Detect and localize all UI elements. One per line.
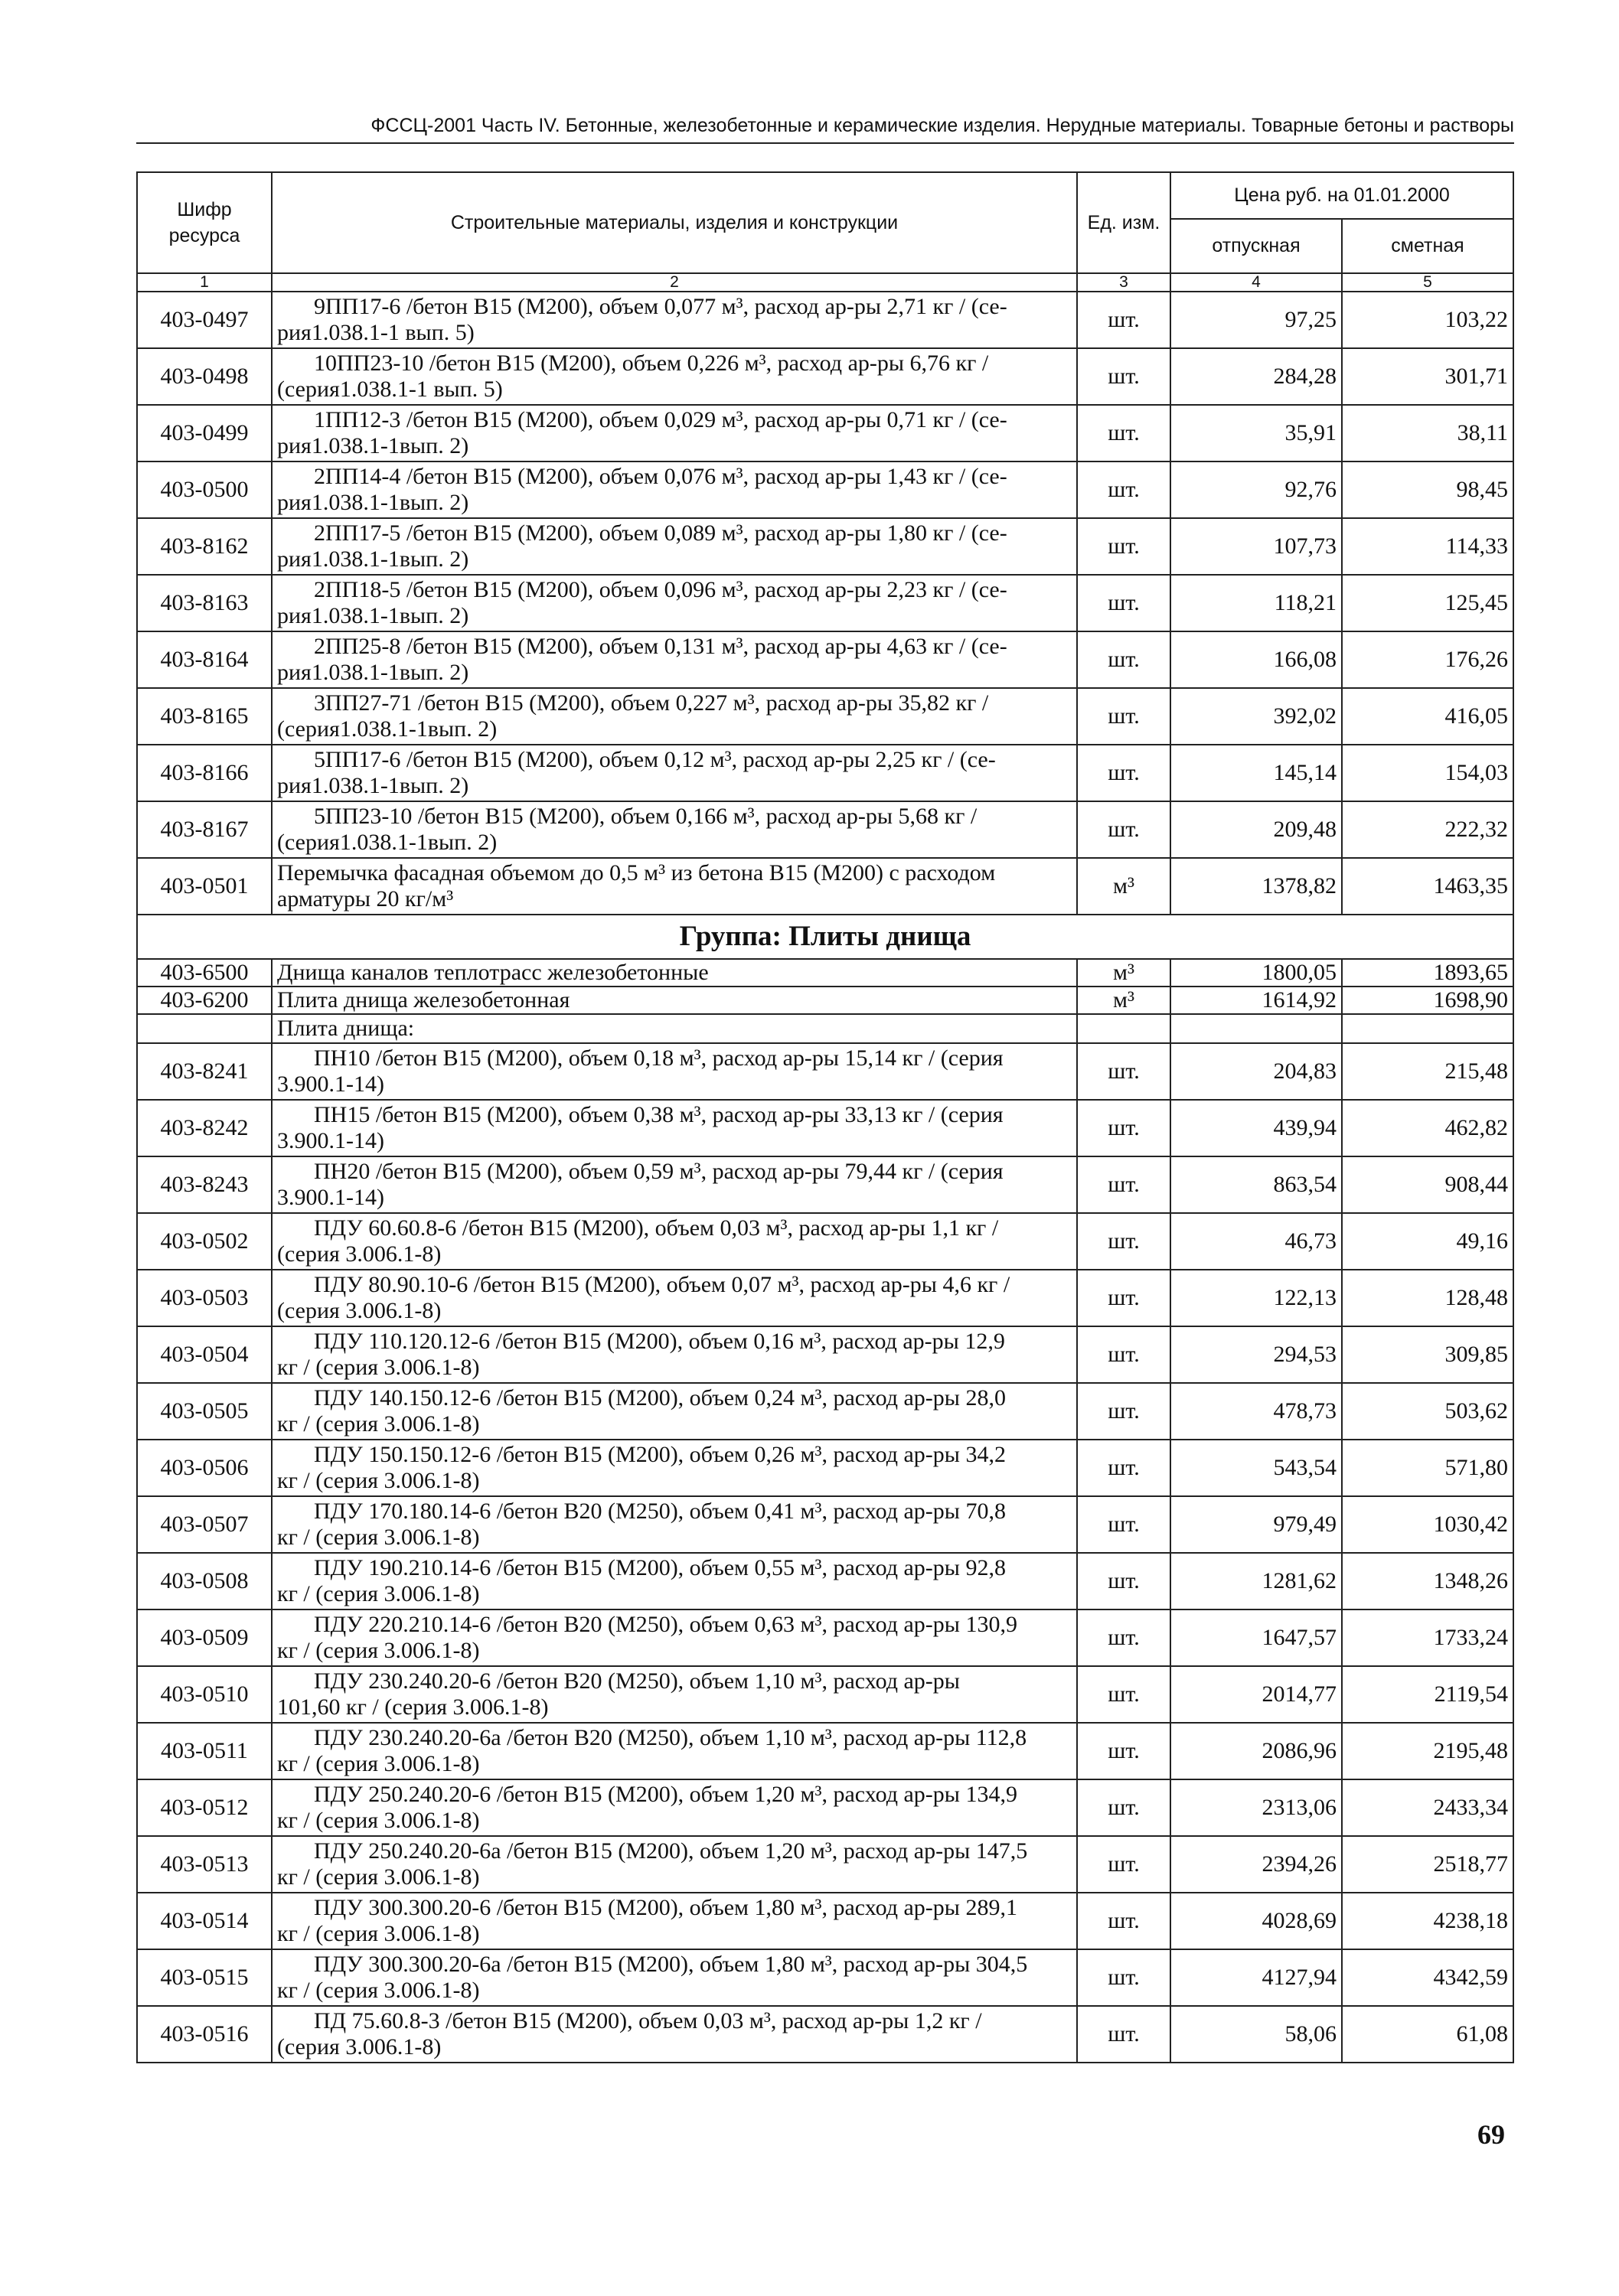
estimate-price: 1893,65 xyxy=(1342,959,1513,987)
description-line: рия1.038.1-1вып. 2) xyxy=(277,546,469,572)
resource-code: 403-0509 xyxy=(137,1609,272,1666)
release-price: 284,28 xyxy=(1170,348,1342,405)
item-description xyxy=(272,292,1077,348)
column-header-price-group: Цена руб. на 01.01.2000 xyxy=(1170,172,1513,219)
release-price: 439,94 xyxy=(1170,1100,1342,1156)
resource-code: 403-0516 xyxy=(137,2006,272,2063)
estimate-price: 98,45 xyxy=(1342,461,1513,518)
unit-cell: шт. xyxy=(1077,575,1170,631)
description-line: 3.900.1-14) xyxy=(277,1128,384,1153)
unit-cell: шт. xyxy=(1077,405,1170,461)
description-line: кг / (серия 3.006.1-8) xyxy=(277,1525,480,1550)
description-line: ПДУ 300.300.20-6а /бетон В15 (М200), объем 1,80 м³, расход ар-ры 304,5 xyxy=(314,1952,1028,1977)
column-number: 2 xyxy=(272,273,1077,292)
resource-code: 403-8241 xyxy=(137,1043,272,1100)
description-line: ПДУ 80.90.10-6 /бетон В15 (М200), объем 0,07 м³, расход ар-ры 4,6 кг / xyxy=(314,1272,1010,1297)
release-price: 392,02 xyxy=(1170,688,1342,745)
resource-code: 403-6500 xyxy=(137,959,272,987)
resource-code: 403-0511 xyxy=(137,1723,272,1779)
release-price: 204,83 xyxy=(1170,1043,1342,1100)
unit-cell: шт. xyxy=(1077,1949,1170,2006)
unit-cell: шт. xyxy=(1077,1270,1170,1326)
item-description xyxy=(272,1779,1077,1836)
table-row xyxy=(137,348,1513,405)
unit-cell: шт. xyxy=(1077,1100,1170,1156)
estimate-price: 4238,18 xyxy=(1342,1893,1513,1949)
item-description xyxy=(272,1666,1077,1723)
release-price: 166,08 xyxy=(1170,631,1342,688)
estimate-price: 571,80 xyxy=(1342,1440,1513,1496)
empty-release-cell xyxy=(1170,1014,1342,1043)
resource-code: 403-0510 xyxy=(137,1666,272,1723)
resource-code: 403-8166 xyxy=(137,745,272,801)
description-line: (серия 3.006.1-8) xyxy=(277,2034,442,2060)
item-description xyxy=(272,1270,1077,1326)
description-line: арматуры 20 кг/м³ xyxy=(277,886,454,912)
subheading-label: Плита днища: xyxy=(272,1014,1077,1043)
column-header-name: Строительные материалы, изделия и конструкции xyxy=(272,172,1077,273)
resource-code: 403-0500 xyxy=(137,461,272,518)
table-row xyxy=(137,292,1513,348)
item-description: Плита днища железобетонная xyxy=(272,987,1077,1014)
column-number: 5 xyxy=(1342,273,1513,292)
unit-cell: шт. xyxy=(1077,1440,1170,1496)
resource-code: 403-6200 xyxy=(137,987,272,1014)
table-row xyxy=(137,1326,1513,1383)
unit-cell: шт. xyxy=(1077,1043,1170,1100)
estimate-price: 301,71 xyxy=(1342,348,1513,405)
table-row xyxy=(137,1383,1513,1440)
item-description xyxy=(272,1156,1077,1213)
description-line: рия1.038.1-1вып. 2) xyxy=(277,433,469,458)
table-row xyxy=(137,631,1513,688)
estimate-price: 1463,35 xyxy=(1342,858,1513,915)
description-line: ПДУ 300.300.20-6 /бетон В15 (М200), объем 1,80 м³, расход ар-ры 289,1 xyxy=(314,1895,1017,1920)
description-line: ПН10 /бетон В15 (М200), объем 0,18 м³, расход ар-ры 15,14 кг / (серия xyxy=(314,1045,1004,1071)
release-price: 92,76 xyxy=(1170,461,1342,518)
resource-code: 403-0513 xyxy=(137,1836,272,1893)
item-description xyxy=(272,801,1077,858)
column-header-estimate-price: сметная xyxy=(1342,219,1513,273)
description-line: Перемычка фасадная объемом до 0,5 м³ из бетона В15 (М200) с расходом xyxy=(277,860,996,885)
resource-code: 403-0514 xyxy=(137,1893,272,1949)
description-line: 2ПП14-4 /бетон В15 (М200), объем 0,076 м³, расход ар-ры 1,43 кг / (се- xyxy=(314,464,1007,489)
release-price: 2014,77 xyxy=(1170,1666,1342,1723)
release-price: 118,21 xyxy=(1170,575,1342,631)
item-description xyxy=(272,1723,1077,1779)
unit-cell: м³ xyxy=(1077,959,1170,987)
estimate-price: 1698,90 xyxy=(1342,987,1513,1014)
description-line: ПДУ 190.210.14-6 /бетон В15 (М200), объем 0,55 м³, расход ар-ры 92,8 xyxy=(314,1555,1006,1580)
release-price: 543,54 xyxy=(1170,1440,1342,1496)
unit-cell: шт. xyxy=(1077,1666,1170,1723)
resource-code: 403-0499 xyxy=(137,405,272,461)
resource-code: 403-0507 xyxy=(137,1496,272,1553)
column-header-code: Шифр ресурса xyxy=(137,172,272,273)
item-description xyxy=(272,1609,1077,1666)
table-row xyxy=(137,1723,1513,1779)
empty-unit-cell xyxy=(1077,1014,1170,1043)
description-line: 2ПП18-5 /бетон В15 (М200), объем 0,096 м³, расход ар-ры 2,23 кг / (се- xyxy=(314,577,1007,602)
release-price: 1614,92 xyxy=(1170,987,1342,1014)
release-price: 979,49 xyxy=(1170,1496,1342,1553)
unit-cell: шт. xyxy=(1077,348,1170,405)
resource-code: 403-0508 xyxy=(137,1553,272,1609)
resource-code: 403-0503 xyxy=(137,1270,272,1326)
release-price: 209,48 xyxy=(1170,801,1342,858)
description-line: кг / (серия 3.006.1-8) xyxy=(277,1411,480,1437)
table-row xyxy=(137,2006,1513,2063)
resource-code: 403-8165 xyxy=(137,688,272,745)
description-line: кг / (серия 3.006.1-8) xyxy=(277,1921,480,1946)
description-line: (серия1.038.1-1вып. 2) xyxy=(277,830,498,855)
column-header-release-price: отпускная xyxy=(1170,219,1342,273)
description-line: 2ПП17-5 /бетон В15 (М200), объем 0,089 м³, расход ар-ры 1,80 кг / (се- xyxy=(314,520,1007,546)
description-line: кг / (серия 3.006.1-8) xyxy=(277,1638,480,1663)
estimate-price: 309,85 xyxy=(1342,1326,1513,1383)
description-line: 101,60 кг / (серия 3.006.1-8) xyxy=(277,1694,549,1720)
description-line: 5ПП23-10 /бетон В15 (М200), объем 0,166 м³, расход ар-ры 5,68 кг / xyxy=(314,804,978,829)
estimate-price: 2119,54 xyxy=(1342,1666,1513,1723)
estimate-price: 1348,26 xyxy=(1342,1553,1513,1609)
resource-code: 403-8167 xyxy=(137,801,272,858)
column-number: 3 xyxy=(1077,273,1170,292)
release-price: 2313,06 xyxy=(1170,1779,1342,1836)
table-row xyxy=(137,1270,1513,1326)
table-row xyxy=(137,461,1513,518)
column-header-unit: Ед. изм. xyxy=(1077,172,1170,273)
release-price: 58,06 xyxy=(1170,2006,1342,2063)
item-description xyxy=(272,1553,1077,1609)
resource-code: 403-8163 xyxy=(137,575,272,631)
release-price: 46,73 xyxy=(1170,1213,1342,1270)
page-number: 69 xyxy=(1477,2119,1505,2150)
release-price: 1800,05 xyxy=(1170,959,1342,987)
table-row xyxy=(137,1043,1513,1100)
description-line: ПДУ 110.120.12-6 /бетон В15 (М200), объем 0,16 м³, расход ар-ры 12,9 xyxy=(314,1329,1005,1354)
description-line: рия1.038.1-1вып. 2) xyxy=(277,773,469,798)
estimate-price: 61,08 xyxy=(1342,2006,1513,2063)
running-header: ФССЦ-2001 Часть IV. Бетонные, железобетонные и керамические изделия. Нерудные материалы. Товарные бетоны и растворы xyxy=(136,112,1514,144)
description-line: кг / (серия 3.006.1-8) xyxy=(277,1808,480,1833)
item-description xyxy=(272,1949,1077,2006)
description-line: (серия 3.006.1-8) xyxy=(277,1241,442,1267)
resource-code: 403-0501 xyxy=(137,858,272,915)
table-row xyxy=(137,575,1513,631)
estimate-price: 38,11 xyxy=(1342,405,1513,461)
release-price: 122,13 xyxy=(1170,1270,1342,1326)
estimate-price: 128,48 xyxy=(1342,1270,1513,1326)
description-line: 3ПП27-71 /бетон В15 (М200), объем 0,227 м³, расход ар-ры 35,82 кг / xyxy=(314,690,989,716)
estimate-price: 2195,48 xyxy=(1342,1723,1513,1779)
column-number: 1 xyxy=(137,273,272,292)
item-description xyxy=(272,631,1077,688)
description-line: кг / (серия 3.006.1-8) xyxy=(277,1864,480,1890)
item-description xyxy=(272,1213,1077,1270)
estimate-price: 416,05 xyxy=(1342,688,1513,745)
description-line: ПДУ 150.150.12-6 /бетон В15 (М200), объем 0,26 м³, расход ар-ры 34,2 xyxy=(314,1442,1006,1467)
item-description xyxy=(272,745,1077,801)
resource-code: 403-0498 xyxy=(137,348,272,405)
description-line: кг / (серия 3.006.1-8) xyxy=(277,1751,480,1776)
item-description xyxy=(272,1440,1077,1496)
table-row xyxy=(137,1666,1513,1723)
release-price: 1281,62 xyxy=(1170,1553,1342,1609)
description-line: рия1.038.1-1вып. 2) xyxy=(277,603,469,628)
item-description xyxy=(272,1326,1077,1383)
release-price: 863,54 xyxy=(1170,1156,1342,1213)
item-description xyxy=(272,1893,1077,1949)
group-title: Группа: Плиты днища xyxy=(137,915,1513,959)
table-header-row xyxy=(137,172,1513,219)
estimate-price: 215,48 xyxy=(1342,1043,1513,1100)
description-line: ПДУ 170.180.14-6 /бетон В20 (М250), объем 0,41 м³, расход ар-ры 70,8 xyxy=(314,1499,1006,1524)
item-description xyxy=(272,858,1077,915)
description-line: ПДУ 230.240.20-6а /бетон В20 (М250), объем 1,10 м³, расход ар-ры 112,8 xyxy=(314,1725,1027,1750)
resource-code: 403-0505 xyxy=(137,1383,272,1440)
unit-cell: шт. xyxy=(1077,745,1170,801)
release-price: 294,53 xyxy=(1170,1326,1342,1383)
table-row xyxy=(137,1440,1513,1496)
description-line: ПДУ 250.240.20-6 /бетон В15 (М200), объем 1,20 м³, расход ар-ры 134,9 xyxy=(314,1782,1017,1807)
unit-cell: шт. xyxy=(1077,1383,1170,1440)
table-row xyxy=(137,1156,1513,1213)
description-line: 3.900.1-14) xyxy=(277,1071,384,1097)
description-line: ПД 75.60.8-3 /бетон В15 (М200), объем 0,03 м³, расход ар-ры 1,2 кг / xyxy=(314,2008,982,2033)
table-row xyxy=(137,1779,1513,1836)
estimate-price: 908,44 xyxy=(1342,1156,1513,1213)
description-line: кг / (серия 3.006.1-8) xyxy=(277,1355,480,1380)
unit-cell: шт. xyxy=(1077,1213,1170,1270)
description-line: кг / (серия 3.006.1-8) xyxy=(277,1978,480,2003)
unit-cell: шт. xyxy=(1077,1836,1170,1893)
unit-cell: м³ xyxy=(1077,858,1170,915)
item-description xyxy=(272,1043,1077,1100)
release-price: 97,25 xyxy=(1170,292,1342,348)
column-number-row xyxy=(137,273,1513,292)
table-row xyxy=(137,1609,1513,1666)
description-line: рия1.038.1-1вып. 2) xyxy=(277,490,469,515)
unit-cell: шт. xyxy=(1077,1326,1170,1383)
unit-cell: м³ xyxy=(1077,987,1170,1014)
description-line: рия1.038.1-1вып. 2) xyxy=(277,660,469,685)
description-line: ПДУ 230.240.20-6 /бетон В20 (М250), объем 1,10 м³, расход ар-ры xyxy=(314,1668,960,1694)
estimate-price: 4342,59 xyxy=(1342,1949,1513,2006)
description-line: 5ПП17-6 /бетон В15 (М200), объем 0,12 м³, расход ар-ры 2,25 кг / (се- xyxy=(314,747,996,772)
description-line: ПДУ 220.210.14-6 /бетон В20 (М250), объем 0,63 м³, расход ар-ры 130,9 xyxy=(314,1612,1017,1637)
description-line: (серия1.038.1-1вып. 2) xyxy=(277,716,498,742)
resource-code: 403-8243 xyxy=(137,1156,272,1213)
estimate-price: 154,03 xyxy=(1342,745,1513,801)
table-row xyxy=(137,801,1513,858)
unit-cell: шт. xyxy=(1077,461,1170,518)
column-number: 4 xyxy=(1170,273,1342,292)
unit-cell: шт. xyxy=(1077,1609,1170,1666)
description-line: 1ПП12-3 /бетон В15 (М200), объем 0,029 м³, расход ар-ры 0,71 кг / (се- xyxy=(314,407,1007,432)
unit-cell: шт. xyxy=(1077,518,1170,575)
unit-cell: шт. xyxy=(1077,801,1170,858)
subheading-row xyxy=(137,1014,1513,1043)
estimate-price: 503,62 xyxy=(1342,1383,1513,1440)
resource-code: 403-0506 xyxy=(137,1440,272,1496)
description-line: 9ПП17-6 /бетон В15 (М200), объем 0,077 м³, расход ар-ры 2,71 кг / (се- xyxy=(314,294,1007,319)
description-line: кг / (серия 3.006.1-8) xyxy=(277,1581,480,1606)
estimate-price: 2433,34 xyxy=(1342,1779,1513,1836)
empty-code-cell xyxy=(137,1014,272,1043)
resource-code: 403-0512 xyxy=(137,1779,272,1836)
empty-estimate-cell xyxy=(1342,1014,1513,1043)
release-price: 2394,26 xyxy=(1170,1836,1342,1893)
estimate-price: 114,33 xyxy=(1342,518,1513,575)
estimate-price: 176,26 xyxy=(1342,631,1513,688)
item-description xyxy=(272,1836,1077,1893)
release-price: 4127,94 xyxy=(1170,1949,1342,2006)
item-description xyxy=(272,2006,1077,2063)
table-row xyxy=(137,1836,1513,1893)
release-price: 2086,96 xyxy=(1170,1723,1342,1779)
item-description xyxy=(272,1383,1077,1440)
table-row xyxy=(137,987,1513,1014)
table-row xyxy=(137,1553,1513,1609)
release-price: 1647,57 xyxy=(1170,1609,1342,1666)
release-price: 145,14 xyxy=(1170,745,1342,801)
release-price: 35,91 xyxy=(1170,405,1342,461)
description-line: 3.900.1-14) xyxy=(277,1185,384,1210)
release-price: 4028,69 xyxy=(1170,1893,1342,1949)
unit-cell: шт. xyxy=(1077,631,1170,688)
description-line: ПДУ 140.150.12-6 /бетон В15 (М200), объем 0,24 м³, расход ар-ры 28,0 xyxy=(314,1385,1006,1411)
resource-code: 403-8242 xyxy=(137,1100,272,1156)
estimate-price: 103,22 xyxy=(1342,292,1513,348)
table-row xyxy=(137,1213,1513,1270)
description-line: 10ПП23-10 /бетон В15 (М200), объем 0,226 м³, расход ар-ры 6,76 кг / xyxy=(314,351,989,376)
unit-cell: шт. xyxy=(1077,1779,1170,1836)
table-body-top xyxy=(137,292,1513,1043)
unit-cell: шт. xyxy=(1077,688,1170,745)
release-price: 107,73 xyxy=(1170,518,1342,575)
item-description xyxy=(272,518,1077,575)
price-table xyxy=(136,171,1514,2063)
item-description xyxy=(272,1100,1077,1156)
item-description xyxy=(272,575,1077,631)
unit-cell: шт. xyxy=(1077,292,1170,348)
item-description xyxy=(272,688,1077,745)
description-line: 2ПП25-8 /бетон В15 (М200), объем 0,131 м³, расход ар-ры 4,63 кг / (се- xyxy=(314,634,1007,659)
resource-code: 403-8164 xyxy=(137,631,272,688)
description-line: рия1.038.1-1 вып. 5) xyxy=(277,320,475,345)
resource-code: 403-0515 xyxy=(137,1949,272,2006)
estimate-price: 49,16 xyxy=(1342,1213,1513,1270)
description-line: (серия 3.006.1-8) xyxy=(277,1298,442,1323)
release-price: 478,73 xyxy=(1170,1383,1342,1440)
description-line: ПДУ 250.240.20-6а /бетон В15 (М200), объем 1,20 м³, расход ар-ры 147,5 xyxy=(314,1838,1028,1864)
description-line: ПН20 /бетон В15 (М200), объем 0,59 м³, расход ар-ры 79,44 кг / (серия xyxy=(314,1159,1004,1184)
table-row xyxy=(137,858,1513,915)
estimate-price: 2518,77 xyxy=(1342,1836,1513,1893)
estimate-price: 1733,24 xyxy=(1342,1609,1513,1666)
description-line: (серия1.038.1-1 вып. 5) xyxy=(277,377,503,402)
table-row xyxy=(137,1100,1513,1156)
description-line: кг / (серия 3.006.1-8) xyxy=(277,1468,480,1493)
table-row xyxy=(137,745,1513,801)
description-line: ПН15 /бетон В15 (М200), объем 0,38 м³, расход ар-ры 33,13 кг / (серия xyxy=(314,1102,1004,1127)
unit-cell: шт. xyxy=(1077,1893,1170,1949)
resource-code: 403-8162 xyxy=(137,518,272,575)
item-description xyxy=(272,348,1077,405)
resource-code: 403-0504 xyxy=(137,1326,272,1383)
item-description xyxy=(272,1496,1077,1553)
unit-cell: шт. xyxy=(1077,2006,1170,2063)
table-row xyxy=(137,688,1513,745)
table-row xyxy=(137,959,1513,987)
item-description xyxy=(272,461,1077,518)
table-body-bottom xyxy=(137,1043,1513,2063)
unit-cell: шт. xyxy=(1077,1553,1170,1609)
item-description xyxy=(272,405,1077,461)
release-price: 1378,82 xyxy=(1170,858,1342,915)
unit-cell: шт. xyxy=(1077,1156,1170,1213)
group-heading-row xyxy=(137,915,1513,959)
table-row xyxy=(137,405,1513,461)
resource-code: 403-0497 xyxy=(137,292,272,348)
resource-code: 403-0502 xyxy=(137,1213,272,1270)
estimate-price: 125,45 xyxy=(1342,575,1513,631)
item-description: Днища каналов теплотрасс железобетонные xyxy=(272,959,1077,987)
description-line: ПДУ 60.60.8-6 /бетон В15 (М200), объем 0,03 м³, расход ар-ры 1,1 кг / xyxy=(314,1215,999,1241)
estimate-price: 1030,42 xyxy=(1342,1496,1513,1553)
table-row xyxy=(137,1496,1513,1553)
unit-cell: шт. xyxy=(1077,1723,1170,1779)
estimate-price: 222,32 xyxy=(1342,801,1513,858)
estimate-price: 462,82 xyxy=(1342,1100,1513,1156)
table-row xyxy=(137,1893,1513,1949)
table-row xyxy=(137,1949,1513,2006)
table-row xyxy=(137,518,1513,575)
unit-cell: шт. xyxy=(1077,1496,1170,1553)
